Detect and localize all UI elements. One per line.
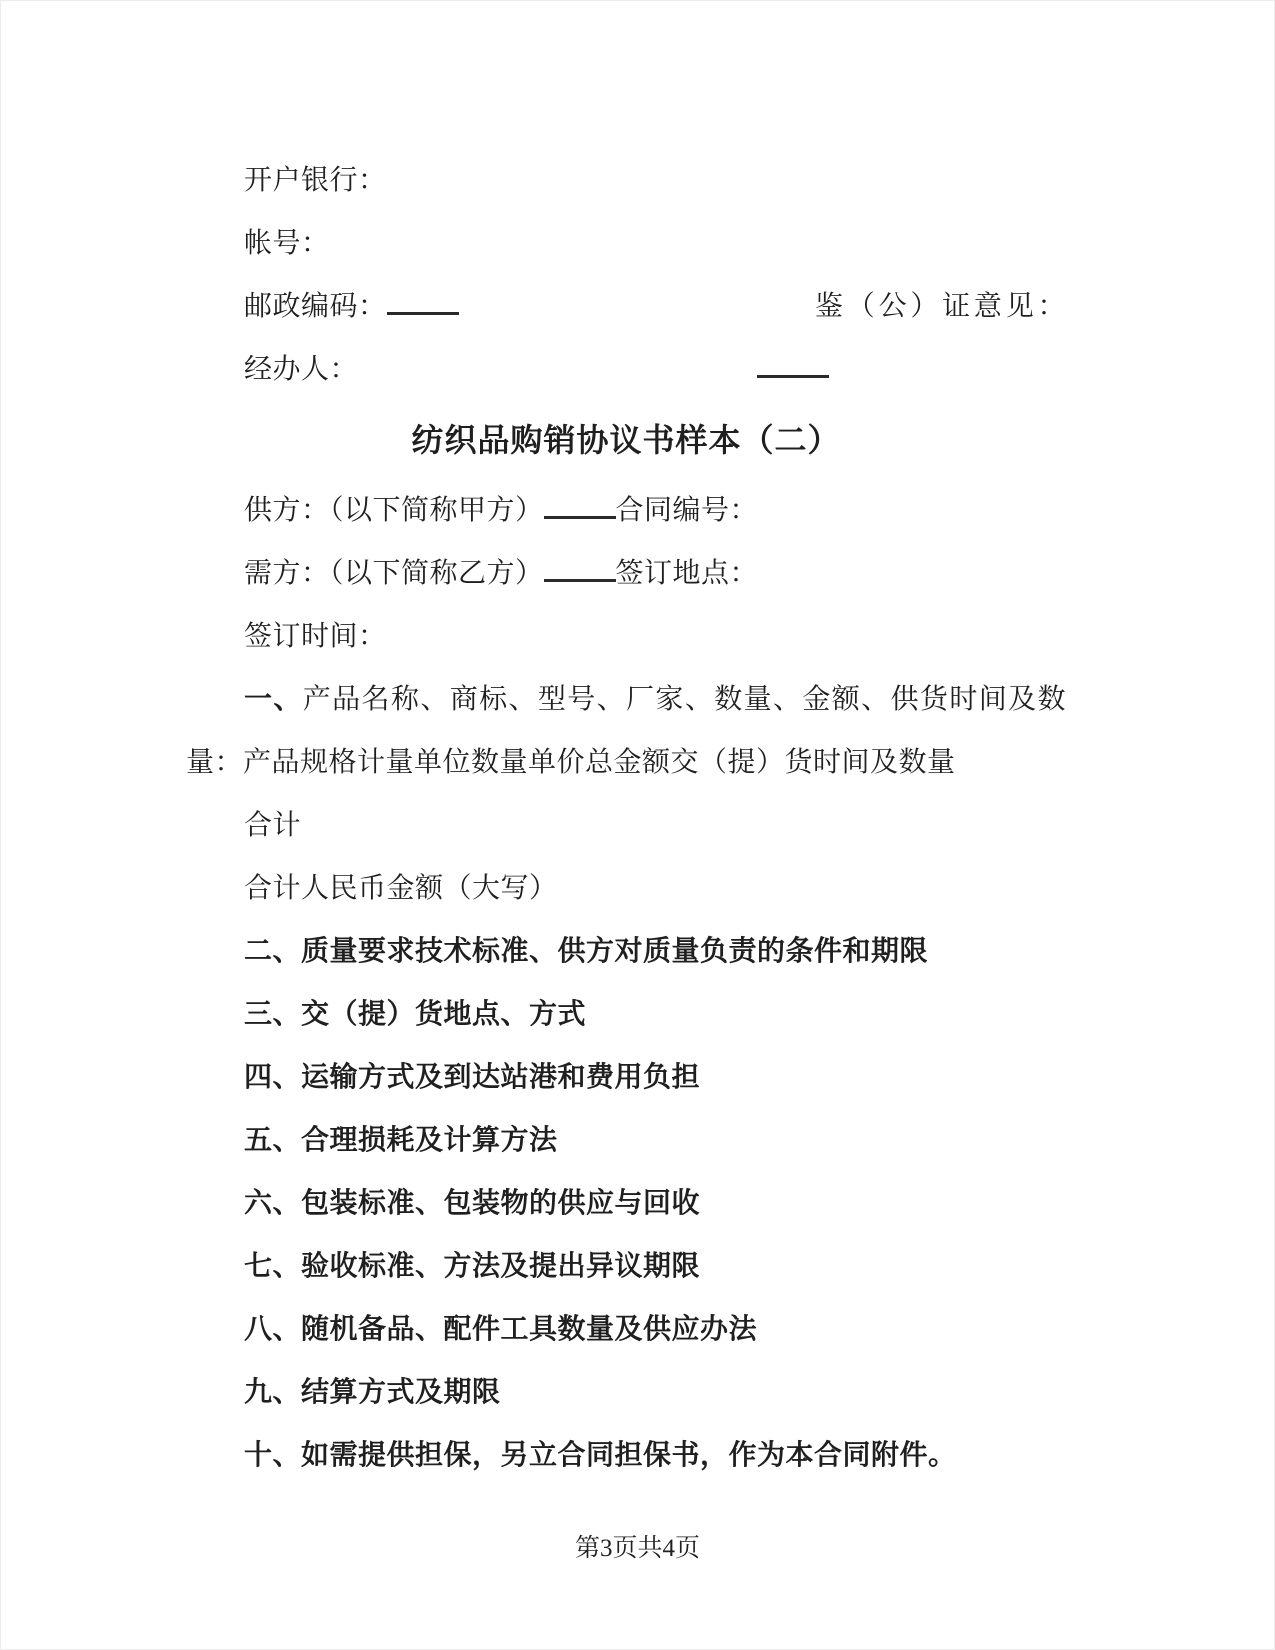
clause-ten: 十、如需提供担保，另立合同担保书，作为本合同附件。	[244, 1440, 957, 1471]
supplier-blank-line	[544, 492, 616, 519]
clause-eight: 八、随机备品、配件工具数量及供应办法	[244, 1314, 758, 1345]
supplier-label: 供方：（以下简称甲方）	[244, 495, 544, 526]
notary-opinion-blank-line	[757, 351, 829, 378]
total-rmb-label: 合计人民币金额（大写）	[244, 873, 558, 904]
document-body	[186, 149, 1066, 1487]
postal-notary-row	[186, 275, 1066, 338]
clause-seven: 七、验收标准、方法及提出异议期限	[244, 1251, 701, 1282]
sign-place-label: 签订地点：	[615, 558, 759, 589]
postal-code-field	[244, 291, 459, 322]
buyer-label: 需方：（以下简称乙方）	[244, 558, 544, 589]
agent-field-label: 经办人：	[244, 354, 359, 385]
notary-opinion-field	[757, 275, 1066, 401]
buyer-row	[186, 542, 1066, 605]
clause-five: 五、合理损耗及计算方法	[244, 1125, 558, 1156]
clause-three: 三、交（提）货地点、方式	[244, 999, 587, 1030]
total-label: 合计	[244, 810, 302, 841]
clause-one-paragraph	[186, 668, 1066, 794]
clause-four: 四、运输方式及到达站港和费用负担	[244, 1062, 701, 1093]
clause-one-text: 产品名称、商标、型号、厂家、数量、金额、供货时间及数量：产品规格计量单位数量单价总金额交（提）货时间及数量	[186, 684, 1066, 778]
account-field-label: 帐号：	[244, 228, 330, 259]
buyer-blank-line	[544, 555, 616, 582]
notary-opinion-label: 鉴（公）证意见：	[815, 291, 1066, 322]
clause-one-number: 一、	[244, 684, 303, 715]
bank-field-label: 开户银行：	[244, 165, 387, 196]
postal-code-label: 邮政编码：	[244, 291, 387, 322]
document-title: 纺织品购销协议书样本（二）	[411, 422, 841, 458]
postal-code-blank-line	[387, 288, 459, 315]
clause-nine: 九、结算方式及期限	[244, 1377, 501, 1408]
clause-two: 二、质量要求技术标准、供方对质量负责的条件和期限	[244, 936, 929, 967]
sign-time-label: 签订时间：	[244, 621, 387, 652]
page-number-indicator: 第3页共4页	[574, 1535, 700, 1562]
supplier-row	[186, 479, 1066, 542]
contract-no-label: 合同编号：	[615, 495, 759, 526]
clause-six: 六、包装标准、包装物的供应与回收	[244, 1188, 701, 1219]
